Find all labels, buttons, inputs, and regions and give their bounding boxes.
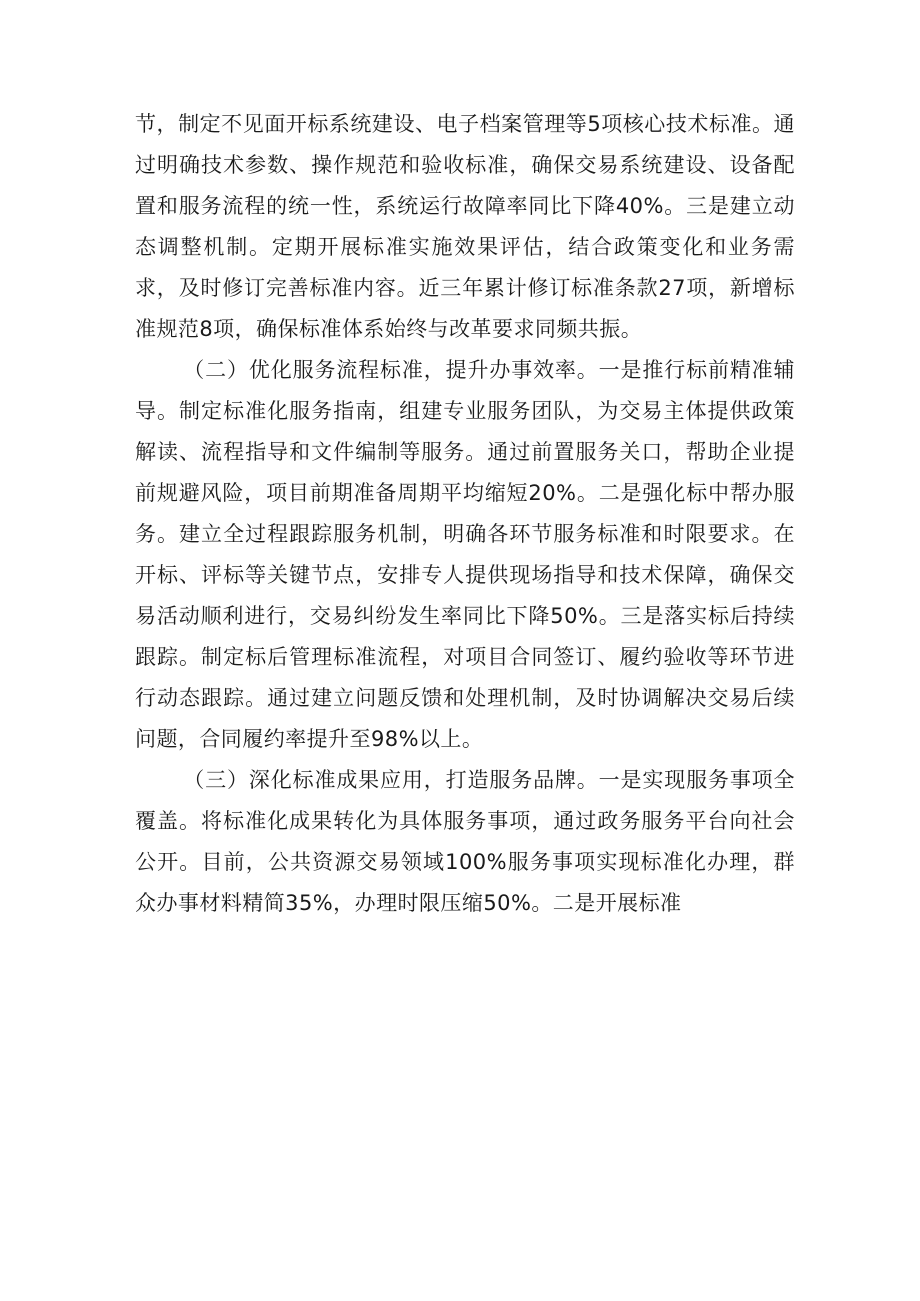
paragraph-section-2: （二）优化服务流程标准，提升办事效率。一是推行标前精准辅导。制定标准化服务指南，组建专业服务团队，为交易主体提供政策解读、流程指导和文件编制等服务。通过前置服务关口，帮助企业提前规避风险，项目前期准备周期平均缩短20%。二是强化标中帮办服务。建立全过程跟踪服务机制，明确各环节服务标准和时限要求。在开标、评标等关键节点，安排专人提供现场指导和技术保障，确保交易活动顺利进行，交易纠纷发生率同比下降50%。三是落实标后持续跟踪。制定标后管理标准流程，对项目合同签订、履约验收等环节进行动态跟踪。通过建立问题反馈和处理机制，及时协调解决交易后续问题，合同履约率提升至98%以上。 <box>135 358 795 751</box>
paragraph-continuation: 节，制定不见面开标系统建设、电子档案管理等5项核心技术标准。通过明确技术参数、操作规范和验收标准，确保交易系统建设、设备配置和服务流程的统一性，系统运行故障率同比下降40%。三是建立动态调整机制。定期开展标准实施效果评估，结合政策变化和业务需求，及时修订完善标准内容。近三年累计修订标准条款27项，新增标准规范8项，确保标准体系始终与改革要求同频共振。 <box>135 112 795 341</box>
document-body <box>135 104 795 924</box>
paragraph-section-3: （三）深化标准成果应用，打造服务品牌。一是实现服务事项全覆盖。将标准化成果转化为具体服务事项，通过政务服务平台向社会公开。目前，公共资源交易领域100%服务事项实现标准化办理，群众办事材料精简35%，办理时限压缩50%。二是开展标准 <box>135 768 795 915</box>
